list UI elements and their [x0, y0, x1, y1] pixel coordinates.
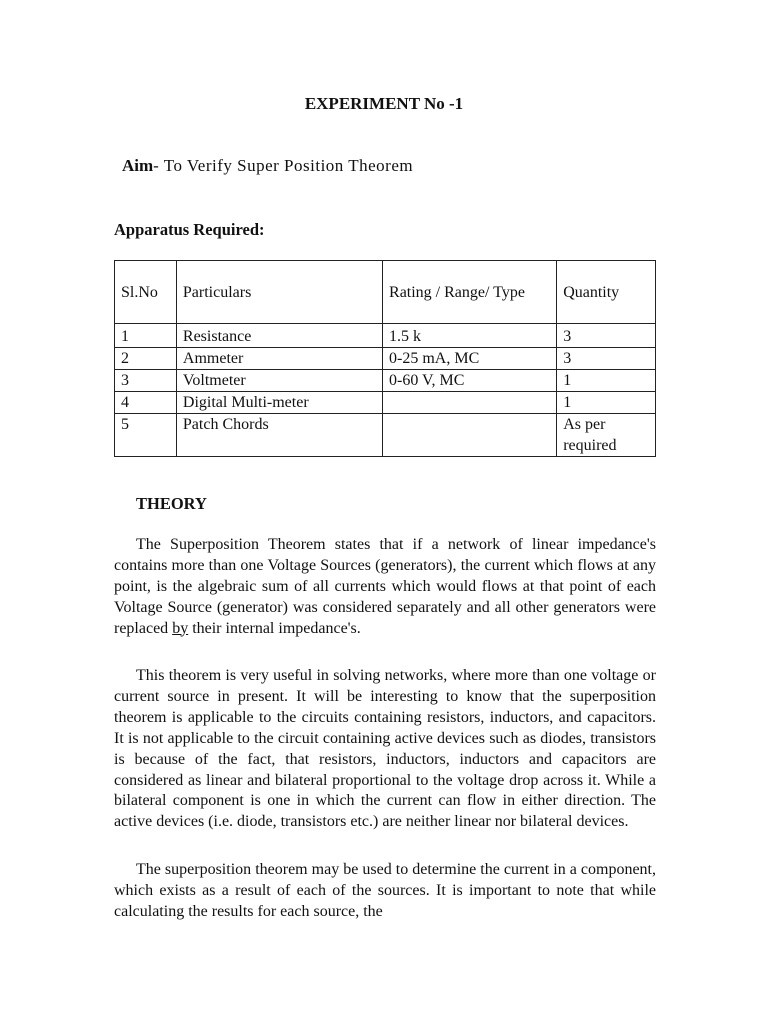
cell-quantity: 1 [557, 392, 656, 414]
aim-text: - To Verify Super Position Theorem [153, 156, 414, 175]
cell-sl-no: 1 [115, 324, 177, 348]
apparatus-heading: Apparatus Required: [114, 220, 265, 239]
cell-sl-no: 5 [115, 414, 177, 457]
aim-label: Aim [122, 156, 154, 175]
paragraph-1-text-b: their internal impedance's. [188, 619, 361, 637]
cell-quantity: 3 [557, 348, 656, 370]
header-sl-no: Sl.No [115, 261, 177, 324]
experiment-title: EXPERIMENT No -1 [304, 94, 464, 113]
paragraph-1-text-a: The Superposition Theorem states that if a network of linear impedance's contains more than one Voltage Sources (generators), the current which flows at any point, is the algebraic sum of all currents which would flows at that point of each Voltage Source (generator) was considered separately and all other generators were replaced [114, 536, 656, 637]
table-row [115, 392, 656, 414]
table-row [115, 370, 656, 392]
cell-rating: 0-60 V, MC [383, 370, 557, 392]
cell-sl-no: 3 [115, 370, 177, 392]
table-header-row [115, 261, 656, 324]
theory-paragraph-3: The superposition theorem may be used to determine the current in a component, which exists as a result of each of the sources. It is important to note that while calculating the results for each source, the [114, 861, 656, 920]
header-quantity: Quantity [557, 261, 656, 324]
header-particulars: Particulars [176, 261, 382, 324]
cell-quantity: 1 [557, 370, 656, 392]
table-row [115, 414, 656, 457]
cell-rating [383, 414, 557, 457]
cell-rating [383, 392, 557, 414]
cell-particulars: Patch Chords [176, 414, 382, 457]
apparatus-table [114, 260, 656, 457]
theory-paragraph-1 [114, 535, 656, 640]
cell-rating: 0-25 mA, MC [383, 348, 557, 370]
cell-quantity: 3 [557, 324, 656, 348]
theory-paragraph-2: This theorem is very useful in solving networks, where more than one voltage or current source in present. It will be interesting to know that the superposition theorem is applicable to the circuits containing resistors, inductors, and capacitors. It is not applicable to the circuit containing active devices such as diodes, transistors is because of the fact, that resistors, inductors, inductors and capacitors are considered as linear and bilateral proportional to the voltage drop across it. While a bilateral component is one in which the current can flow in either direction. The active devices (i.e. diode, transistors etc.) are neither linear nor bilateral devices. [114, 667, 656, 831]
header-rating: Rating / Range/ Type [383, 261, 557, 324]
aim-line [122, 156, 413, 176]
cell-particulars: Resistance [176, 324, 382, 348]
cell-sl-no: 2 [115, 348, 177, 370]
cell-particulars: Ammeter [176, 348, 382, 370]
cell-quantity: As per required [557, 414, 656, 457]
cell-particulars: Digital Multi-meter [176, 392, 382, 414]
cell-rating: 1.5 k [383, 324, 557, 348]
theory-heading: THEORY [136, 494, 207, 513]
table-row [115, 348, 656, 370]
cell-sl-no: 4 [115, 392, 177, 414]
cell-particulars: Voltmeter [176, 370, 382, 392]
paragraph-1-underlined-word: by [172, 619, 189, 637]
table-row [115, 324, 656, 348]
